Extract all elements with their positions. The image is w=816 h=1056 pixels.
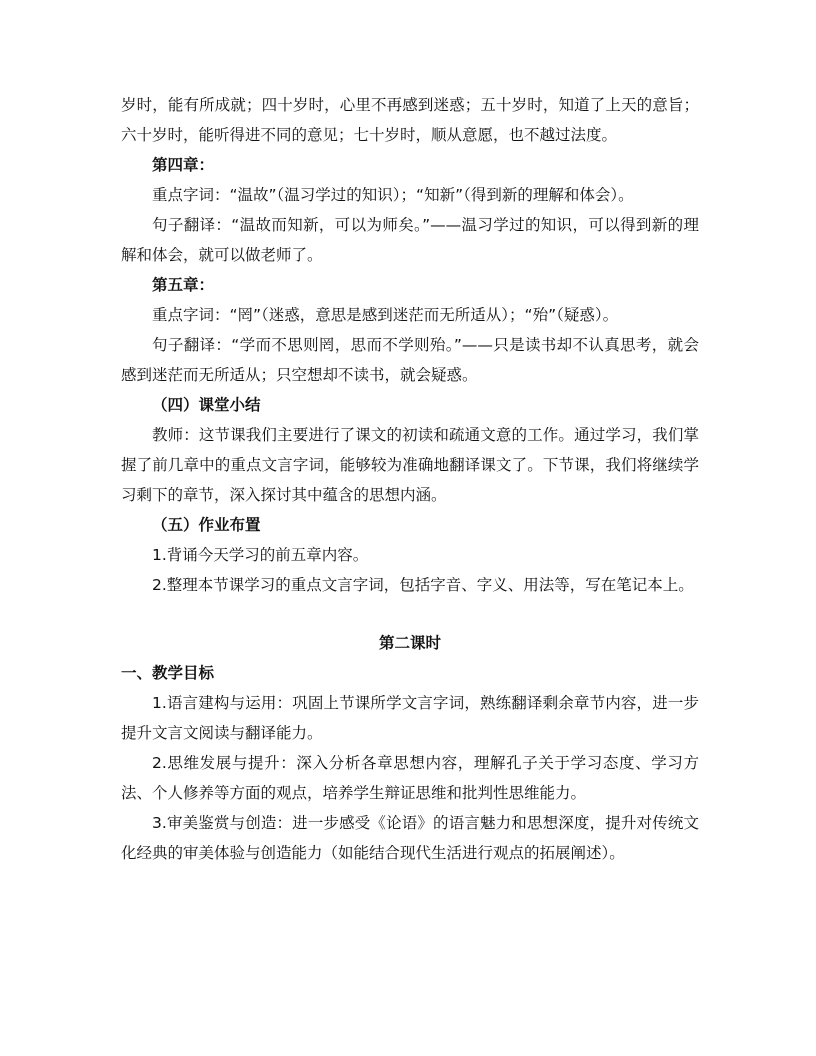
spacer bbox=[121, 600, 699, 628]
list-item: 1.语言建构与运用：巩固上节课所学文言字词，熟练翻译剩余章节内容，进一步提升文言文阅读与翻译能力。 bbox=[121, 694, 699, 742]
section-title: 第二课时 bbox=[378, 634, 441, 652]
document-body bbox=[121, 90, 699, 868]
list-item: 2.思维发展与提升：深入分析各章思想内容，理解孔子关于学习态度、学习方法、个人修养等方面的观点，培养学生辩证思维和批判性思维能力。 bbox=[121, 754, 699, 802]
list-item: 1.背诵今天学习的前五章内容。 bbox=[152, 546, 369, 564]
section-heading: （四）课堂小结 bbox=[152, 396, 261, 414]
paragraph: 重点字词：“罔”（迷惑，意思是感到迷茫而无所适从）；“殆”（疑惑）。 bbox=[152, 306, 619, 324]
section-heading: （五）作业布置 bbox=[152, 516, 261, 534]
paragraph: 句子翻译：“学而不思则罔，思而不学则殆。”——只是读书却不认真思考，就会感到迷茫而无所适从；只空想却不读书，就会疑惑。 bbox=[121, 336, 699, 384]
paragraph: 句子翻译：“温故而知新，可以为师矣。”——温习学过的知识，可以得到新的理解和体会，就可以做老师了。 bbox=[121, 216, 699, 264]
chapter-heading: 第五章： bbox=[152, 276, 215, 294]
list-item: 2.整理本节课学习的重点文言字词，包括字音、字义、用法等，写在笔记本上。 bbox=[152, 576, 694, 594]
paragraph: 重点字词：“温故”（温习学过的知识）；“知新”（得到新的理解和体会）。 bbox=[152, 186, 634, 204]
list-item: 3.审美鉴赏与创造：进一步感受《论语》的语言魅力和思想深度，提升对传统文化经典的审美体验与创造能力（如能结合现代生活进行观点的拓展阐述）。 bbox=[121, 814, 699, 862]
paragraph: 岁时，能有所成就；四十岁时，心里不再感到迷惑；五十岁时，知道了上天的意旨；六十岁时，能听得进不同的意见；七十岁时，顺从意愿，也不越过法度。 bbox=[121, 96, 699, 144]
chapter-heading: 第四章： bbox=[152, 156, 215, 174]
section-heading: 一、教学目标 bbox=[121, 664, 215, 682]
paragraph: 教师：这节课我们主要进行了课文的初读和疏通文意的工作。通过学习，我们掌握了前几章中的重点文言字词，能够较为准确地翻译课文了。下节课，我们将继续学习剩下的章节，深入探讨其中蕴含的思想内涵。 bbox=[121, 426, 699, 504]
